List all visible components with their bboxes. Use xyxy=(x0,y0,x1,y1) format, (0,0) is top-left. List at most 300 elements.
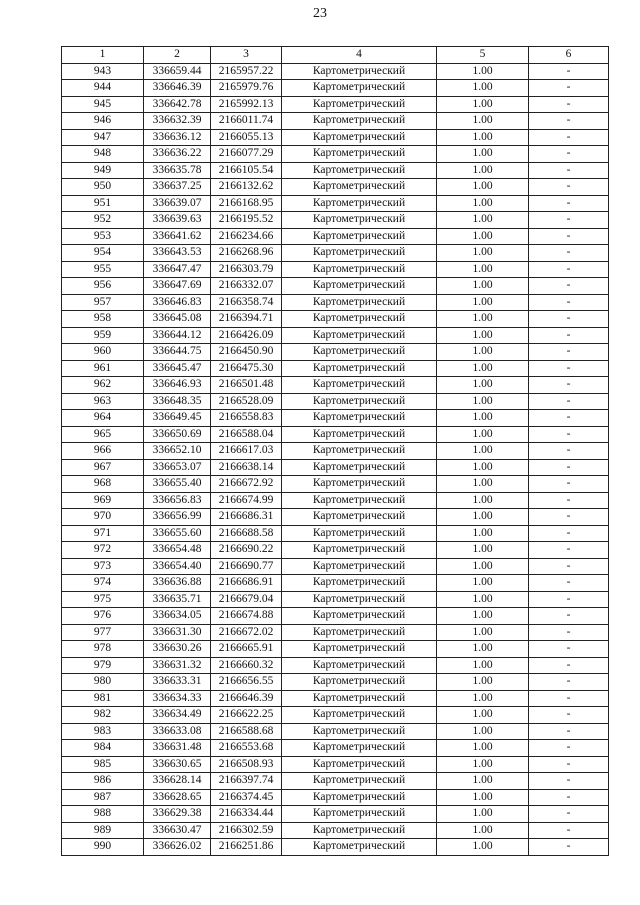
accuracy-cell: 1.00 xyxy=(437,707,529,724)
table-row xyxy=(62,261,609,278)
y-coordinate-cell: 2166674.99 xyxy=(211,492,282,509)
x-coordinate-cell: 336659.44 xyxy=(144,63,211,80)
accuracy-cell: 1.00 xyxy=(437,443,529,460)
x-coordinate-cell: 336654.48 xyxy=(144,542,211,559)
method-cell: Картометрический xyxy=(282,707,437,724)
point-number-cell: 948 xyxy=(62,146,144,163)
x-coordinate-cell: 336634.49 xyxy=(144,707,211,724)
method-cell: Картометрический xyxy=(282,624,437,641)
y-coordinate-cell: 2166302.59 xyxy=(211,822,282,839)
point-number-cell: 960 xyxy=(62,344,144,361)
point-number-cell: 953 xyxy=(62,228,144,245)
note-cell: - xyxy=(529,657,609,674)
point-number-cell: 970 xyxy=(62,509,144,526)
table-row xyxy=(62,80,609,97)
point-number-cell: 980 xyxy=(62,674,144,691)
accuracy-cell: 1.00 xyxy=(437,674,529,691)
x-coordinate-cell: 336650.69 xyxy=(144,426,211,443)
accuracy-cell: 1.00 xyxy=(437,773,529,790)
y-coordinate-cell: 2165979.76 xyxy=(211,80,282,97)
table-row xyxy=(62,377,609,394)
y-coordinate-cell: 2166132.62 xyxy=(211,179,282,196)
table-row xyxy=(62,624,609,641)
note-cell: - xyxy=(529,162,609,179)
table-row xyxy=(62,509,609,526)
table-header-row xyxy=(62,47,609,64)
method-cell: Картометрический xyxy=(282,773,437,790)
note-cell: - xyxy=(529,476,609,493)
y-coordinate-cell: 2166303.79 xyxy=(211,261,282,278)
point-number-cell: 969 xyxy=(62,492,144,509)
point-number-cell: 979 xyxy=(62,657,144,674)
note-cell: - xyxy=(529,360,609,377)
x-coordinate-cell: 336635.78 xyxy=(144,162,211,179)
note-cell: - xyxy=(529,327,609,344)
point-number-cell: 976 xyxy=(62,608,144,625)
point-number-cell: 981 xyxy=(62,690,144,707)
note-cell: - xyxy=(529,426,609,443)
y-coordinate-cell: 2166358.74 xyxy=(211,294,282,311)
x-coordinate-cell: 336653.07 xyxy=(144,459,211,476)
table-row xyxy=(62,179,609,196)
x-coordinate-cell: 336635.71 xyxy=(144,591,211,608)
y-coordinate-cell: 2166168.95 xyxy=(211,195,282,212)
note-cell: - xyxy=(529,806,609,823)
table-row xyxy=(62,657,609,674)
column-header-1: 1 xyxy=(62,47,144,64)
x-coordinate-cell: 336645.08 xyxy=(144,311,211,328)
y-coordinate-cell: 2166195.52 xyxy=(211,212,282,229)
table-row xyxy=(62,294,609,311)
table-row xyxy=(62,311,609,328)
table-row xyxy=(62,410,609,427)
table-row xyxy=(62,641,609,658)
table-row xyxy=(62,740,609,757)
point-number-cell: 963 xyxy=(62,393,144,410)
table-row xyxy=(62,360,609,377)
note-cell: - xyxy=(529,195,609,212)
accuracy-cell: 1.00 xyxy=(437,327,529,344)
y-coordinate-cell: 2166397.74 xyxy=(211,773,282,790)
x-coordinate-cell: 336639.07 xyxy=(144,195,211,212)
point-number-cell: 971 xyxy=(62,525,144,542)
point-number-cell: 947 xyxy=(62,129,144,146)
note-cell: - xyxy=(529,773,609,790)
x-coordinate-cell: 336637.25 xyxy=(144,179,211,196)
method-cell: Картометрический xyxy=(282,63,437,80)
accuracy-cell: 1.00 xyxy=(437,377,529,394)
y-coordinate-cell: 2166553.68 xyxy=(211,740,282,757)
accuracy-cell: 1.00 xyxy=(437,113,529,130)
note-cell: - xyxy=(529,674,609,691)
accuracy-cell: 1.00 xyxy=(437,311,529,328)
coordinates-table xyxy=(61,46,609,856)
method-cell: Картометрический xyxy=(282,113,437,130)
table-row xyxy=(62,558,609,575)
column-header-3: 3 xyxy=(211,47,282,64)
accuracy-cell: 1.00 xyxy=(437,294,529,311)
accuracy-cell: 1.00 xyxy=(437,63,529,80)
method-cell: Картометрический xyxy=(282,377,437,394)
table-row xyxy=(62,245,609,262)
x-coordinate-cell: 336641.62 xyxy=(144,228,211,245)
point-number-cell: 954 xyxy=(62,245,144,262)
x-coordinate-cell: 336648.35 xyxy=(144,393,211,410)
y-coordinate-cell: 2166622.25 xyxy=(211,707,282,724)
table-row xyxy=(62,723,609,740)
x-coordinate-cell: 336655.40 xyxy=(144,476,211,493)
note-cell: - xyxy=(529,839,609,856)
y-coordinate-cell: 2166394.71 xyxy=(211,311,282,328)
y-coordinate-cell: 2166646.39 xyxy=(211,690,282,707)
accuracy-cell: 1.00 xyxy=(437,146,529,163)
method-cell: Картометрический xyxy=(282,806,437,823)
note-cell: - xyxy=(529,542,609,559)
method-cell: Картометрический xyxy=(282,839,437,856)
point-number-cell: 968 xyxy=(62,476,144,493)
note-cell: - xyxy=(529,690,609,707)
method-cell: Картометрический xyxy=(282,393,437,410)
table-row xyxy=(62,195,609,212)
accuracy-cell: 1.00 xyxy=(437,80,529,97)
accuracy-cell: 1.00 xyxy=(437,245,529,262)
accuracy-cell: 1.00 xyxy=(437,410,529,427)
x-coordinate-cell: 336656.83 xyxy=(144,492,211,509)
accuracy-cell: 1.00 xyxy=(437,426,529,443)
method-cell: Картометрический xyxy=(282,459,437,476)
x-coordinate-cell: 336632.39 xyxy=(144,113,211,130)
note-cell: - xyxy=(529,344,609,361)
accuracy-cell: 1.00 xyxy=(437,542,529,559)
point-number-cell: 945 xyxy=(62,96,144,113)
method-cell: Картометрический xyxy=(282,162,437,179)
method-cell: Картометрический xyxy=(282,261,437,278)
x-coordinate-cell: 336647.47 xyxy=(144,261,211,278)
table-row xyxy=(62,146,609,163)
method-cell: Картометрический xyxy=(282,212,437,229)
x-coordinate-cell: 336652.10 xyxy=(144,443,211,460)
x-coordinate-cell: 336646.39 xyxy=(144,80,211,97)
accuracy-cell: 1.00 xyxy=(437,476,529,493)
column-header-2: 2 xyxy=(144,47,211,64)
note-cell: - xyxy=(529,459,609,476)
note-cell: - xyxy=(529,591,609,608)
accuracy-cell: 1.00 xyxy=(437,228,529,245)
point-number-cell: 950 xyxy=(62,179,144,196)
point-number-cell: 951 xyxy=(62,195,144,212)
table-row xyxy=(62,839,609,856)
table-row xyxy=(62,707,609,724)
y-coordinate-cell: 2166690.77 xyxy=(211,558,282,575)
accuracy-cell: 1.00 xyxy=(437,624,529,641)
note-cell: - xyxy=(529,740,609,757)
y-coordinate-cell: 2166588.68 xyxy=(211,723,282,740)
note-cell: - xyxy=(529,179,609,196)
x-coordinate-cell: 336654.40 xyxy=(144,558,211,575)
note-cell: - xyxy=(529,96,609,113)
y-coordinate-cell: 2166686.31 xyxy=(211,509,282,526)
table-body xyxy=(62,63,609,855)
note-cell: - xyxy=(529,608,609,625)
table-row xyxy=(62,426,609,443)
accuracy-cell: 1.00 xyxy=(437,723,529,740)
y-coordinate-cell: 2166686.91 xyxy=(211,575,282,592)
note-cell: - xyxy=(529,377,609,394)
accuracy-cell: 1.00 xyxy=(437,96,529,113)
method-cell: Картометрический xyxy=(282,575,437,592)
point-number-cell: 944 xyxy=(62,80,144,97)
note-cell: - xyxy=(529,443,609,460)
x-coordinate-cell: 336656.99 xyxy=(144,509,211,526)
point-number-cell: 961 xyxy=(62,360,144,377)
accuracy-cell: 1.00 xyxy=(437,195,529,212)
point-number-cell: 975 xyxy=(62,591,144,608)
accuracy-cell: 1.00 xyxy=(437,278,529,295)
x-coordinate-cell: 336631.48 xyxy=(144,740,211,757)
y-coordinate-cell: 2166558.83 xyxy=(211,410,282,427)
y-coordinate-cell: 2166105.54 xyxy=(211,162,282,179)
method-cell: Картометрический xyxy=(282,311,437,328)
y-coordinate-cell: 2166332.07 xyxy=(211,278,282,295)
point-number-cell: 967 xyxy=(62,459,144,476)
accuracy-cell: 1.00 xyxy=(437,591,529,608)
method-cell: Картометрический xyxy=(282,327,437,344)
y-coordinate-cell: 2165992.13 xyxy=(211,96,282,113)
point-number-cell: 974 xyxy=(62,575,144,592)
y-coordinate-cell: 2166617.03 xyxy=(211,443,282,460)
method-cell: Картометрический xyxy=(282,245,437,262)
x-coordinate-cell: 336642.78 xyxy=(144,96,211,113)
x-coordinate-cell: 336639.63 xyxy=(144,212,211,229)
x-coordinate-cell: 336646.93 xyxy=(144,377,211,394)
method-cell: Картометрический xyxy=(282,509,437,526)
accuracy-cell: 1.00 xyxy=(437,162,529,179)
x-coordinate-cell: 336644.75 xyxy=(144,344,211,361)
table-row xyxy=(62,459,609,476)
x-coordinate-cell: 336649.45 xyxy=(144,410,211,427)
accuracy-cell: 1.00 xyxy=(437,459,529,476)
point-number-cell: 966 xyxy=(62,443,144,460)
y-coordinate-cell: 2166426.09 xyxy=(211,327,282,344)
table-row xyxy=(62,476,609,493)
method-cell: Картометрический xyxy=(282,740,437,757)
note-cell: - xyxy=(529,789,609,806)
x-coordinate-cell: 336628.14 xyxy=(144,773,211,790)
note-cell: - xyxy=(529,261,609,278)
accuracy-cell: 1.00 xyxy=(437,261,529,278)
note-cell: - xyxy=(529,311,609,328)
y-coordinate-cell: 2166508.93 xyxy=(211,756,282,773)
accuracy-cell: 1.00 xyxy=(437,822,529,839)
y-coordinate-cell: 2166475.30 xyxy=(211,360,282,377)
x-coordinate-cell: 336643.53 xyxy=(144,245,211,262)
table-row xyxy=(62,674,609,691)
table-row xyxy=(62,278,609,295)
accuracy-cell: 1.00 xyxy=(437,393,529,410)
y-coordinate-cell: 2166011.74 xyxy=(211,113,282,130)
point-number-cell: 964 xyxy=(62,410,144,427)
note-cell: - xyxy=(529,245,609,262)
note-cell: - xyxy=(529,525,609,542)
y-coordinate-cell: 2166055.13 xyxy=(211,129,282,146)
y-coordinate-cell: 2166268.96 xyxy=(211,245,282,262)
note-cell: - xyxy=(529,558,609,575)
method-cell: Картометрический xyxy=(282,294,437,311)
point-number-cell: 956 xyxy=(62,278,144,295)
method-cell: Картометрический xyxy=(282,360,437,377)
y-coordinate-cell: 2166672.02 xyxy=(211,624,282,641)
point-number-cell: 985 xyxy=(62,756,144,773)
y-coordinate-cell: 2166690.22 xyxy=(211,542,282,559)
x-coordinate-cell: 336630.65 xyxy=(144,756,211,773)
note-cell: - xyxy=(529,278,609,295)
point-number-cell: 955 xyxy=(62,261,144,278)
table-row xyxy=(62,113,609,130)
y-coordinate-cell: 2166588.04 xyxy=(211,426,282,443)
note-cell: - xyxy=(529,129,609,146)
method-cell: Картометрический xyxy=(282,228,437,245)
note-cell: - xyxy=(529,80,609,97)
x-coordinate-cell: 336634.33 xyxy=(144,690,211,707)
table-row xyxy=(62,492,609,509)
point-number-cell: 959 xyxy=(62,327,144,344)
point-number-cell: 989 xyxy=(62,822,144,839)
note-cell: - xyxy=(529,509,609,526)
method-cell: Картометрический xyxy=(282,179,437,196)
accuracy-cell: 1.00 xyxy=(437,789,529,806)
table-row xyxy=(62,228,609,245)
note-cell: - xyxy=(529,212,609,229)
note-cell: - xyxy=(529,146,609,163)
point-number-cell: 943 xyxy=(62,63,144,80)
point-number-cell: 962 xyxy=(62,377,144,394)
method-cell: Картометрический xyxy=(282,410,437,427)
table-row xyxy=(62,162,609,179)
method-cell: Картометрический xyxy=(282,525,437,542)
method-cell: Картометрический xyxy=(282,822,437,839)
note-cell: - xyxy=(529,624,609,641)
point-number-cell: 949 xyxy=(62,162,144,179)
column-header-6: 6 xyxy=(529,47,609,64)
method-cell: Картометрический xyxy=(282,195,437,212)
method-cell: Картометрический xyxy=(282,344,437,361)
x-coordinate-cell: 336631.32 xyxy=(144,657,211,674)
method-cell: Картометрический xyxy=(282,146,437,163)
x-coordinate-cell: 336636.88 xyxy=(144,575,211,592)
method-cell: Картометрический xyxy=(282,690,437,707)
point-number-cell: 958 xyxy=(62,311,144,328)
accuracy-cell: 1.00 xyxy=(437,212,529,229)
table-row xyxy=(62,96,609,113)
x-coordinate-cell: 336634.05 xyxy=(144,608,211,625)
y-coordinate-cell: 2166672.92 xyxy=(211,476,282,493)
accuracy-cell: 1.00 xyxy=(437,509,529,526)
method-cell: Картометрический xyxy=(282,542,437,559)
x-coordinate-cell: 336633.31 xyxy=(144,674,211,691)
y-coordinate-cell: 2166688.58 xyxy=(211,525,282,542)
x-coordinate-cell: 336636.22 xyxy=(144,146,211,163)
table-row xyxy=(62,575,609,592)
y-coordinate-cell: 2165957.22 xyxy=(211,63,282,80)
accuracy-cell: 1.00 xyxy=(437,806,529,823)
method-cell: Картометрический xyxy=(282,723,437,740)
x-coordinate-cell: 336647.69 xyxy=(144,278,211,295)
y-coordinate-cell: 2166234.66 xyxy=(211,228,282,245)
point-number-cell: 977 xyxy=(62,624,144,641)
note-cell: - xyxy=(529,756,609,773)
note-cell: - xyxy=(529,707,609,724)
x-coordinate-cell: 336646.83 xyxy=(144,294,211,311)
accuracy-cell: 1.00 xyxy=(437,657,529,674)
note-cell: - xyxy=(529,641,609,658)
table-row xyxy=(62,129,609,146)
accuracy-cell: 1.00 xyxy=(437,839,529,856)
method-cell: Картометрический xyxy=(282,129,437,146)
note-cell: - xyxy=(529,63,609,80)
x-coordinate-cell: 336628.65 xyxy=(144,789,211,806)
point-number-cell: 957 xyxy=(62,294,144,311)
y-coordinate-cell: 2166374.45 xyxy=(211,789,282,806)
point-number-cell: 987 xyxy=(62,789,144,806)
method-cell: Картометрический xyxy=(282,591,437,608)
point-number-cell: 990 xyxy=(62,839,144,856)
x-coordinate-cell: 336630.26 xyxy=(144,641,211,658)
method-cell: Картометрический xyxy=(282,674,437,691)
note-cell: - xyxy=(529,294,609,311)
table-row xyxy=(62,591,609,608)
accuracy-cell: 1.00 xyxy=(437,525,529,542)
accuracy-cell: 1.00 xyxy=(437,558,529,575)
accuracy-cell: 1.00 xyxy=(437,641,529,658)
table-row xyxy=(62,789,609,806)
table-row xyxy=(62,542,609,559)
note-cell: - xyxy=(529,113,609,130)
note-cell: - xyxy=(529,393,609,410)
accuracy-cell: 1.00 xyxy=(437,575,529,592)
x-coordinate-cell: 336636.12 xyxy=(144,129,211,146)
note-cell: - xyxy=(529,575,609,592)
accuracy-cell: 1.00 xyxy=(437,756,529,773)
point-number-cell: 986 xyxy=(62,773,144,790)
table-row xyxy=(62,756,609,773)
y-coordinate-cell: 2166679.04 xyxy=(211,591,282,608)
method-cell: Картометрический xyxy=(282,756,437,773)
method-cell: Картометрический xyxy=(282,96,437,113)
accuracy-cell: 1.00 xyxy=(437,740,529,757)
point-number-cell: 952 xyxy=(62,212,144,229)
y-coordinate-cell: 2166665.91 xyxy=(211,641,282,658)
accuracy-cell: 1.00 xyxy=(437,608,529,625)
note-cell: - xyxy=(529,822,609,839)
point-number-cell: 978 xyxy=(62,641,144,658)
accuracy-cell: 1.00 xyxy=(437,344,529,361)
accuracy-cell: 1.00 xyxy=(437,360,529,377)
y-coordinate-cell: 2166501.48 xyxy=(211,377,282,394)
method-cell: Картометрический xyxy=(282,443,437,460)
point-number-cell: 972 xyxy=(62,542,144,559)
y-coordinate-cell: 2166660.32 xyxy=(211,657,282,674)
table-row xyxy=(62,443,609,460)
method-cell: Картометрический xyxy=(282,476,437,493)
method-cell: Картометрический xyxy=(282,641,437,658)
point-number-cell: 965 xyxy=(62,426,144,443)
point-number-cell: 973 xyxy=(62,558,144,575)
y-coordinate-cell: 2166251.86 xyxy=(211,839,282,856)
x-coordinate-cell: 336629.38 xyxy=(144,806,211,823)
method-cell: Картометрический xyxy=(282,492,437,509)
y-coordinate-cell: 2166528.09 xyxy=(211,393,282,410)
table-row xyxy=(62,327,609,344)
